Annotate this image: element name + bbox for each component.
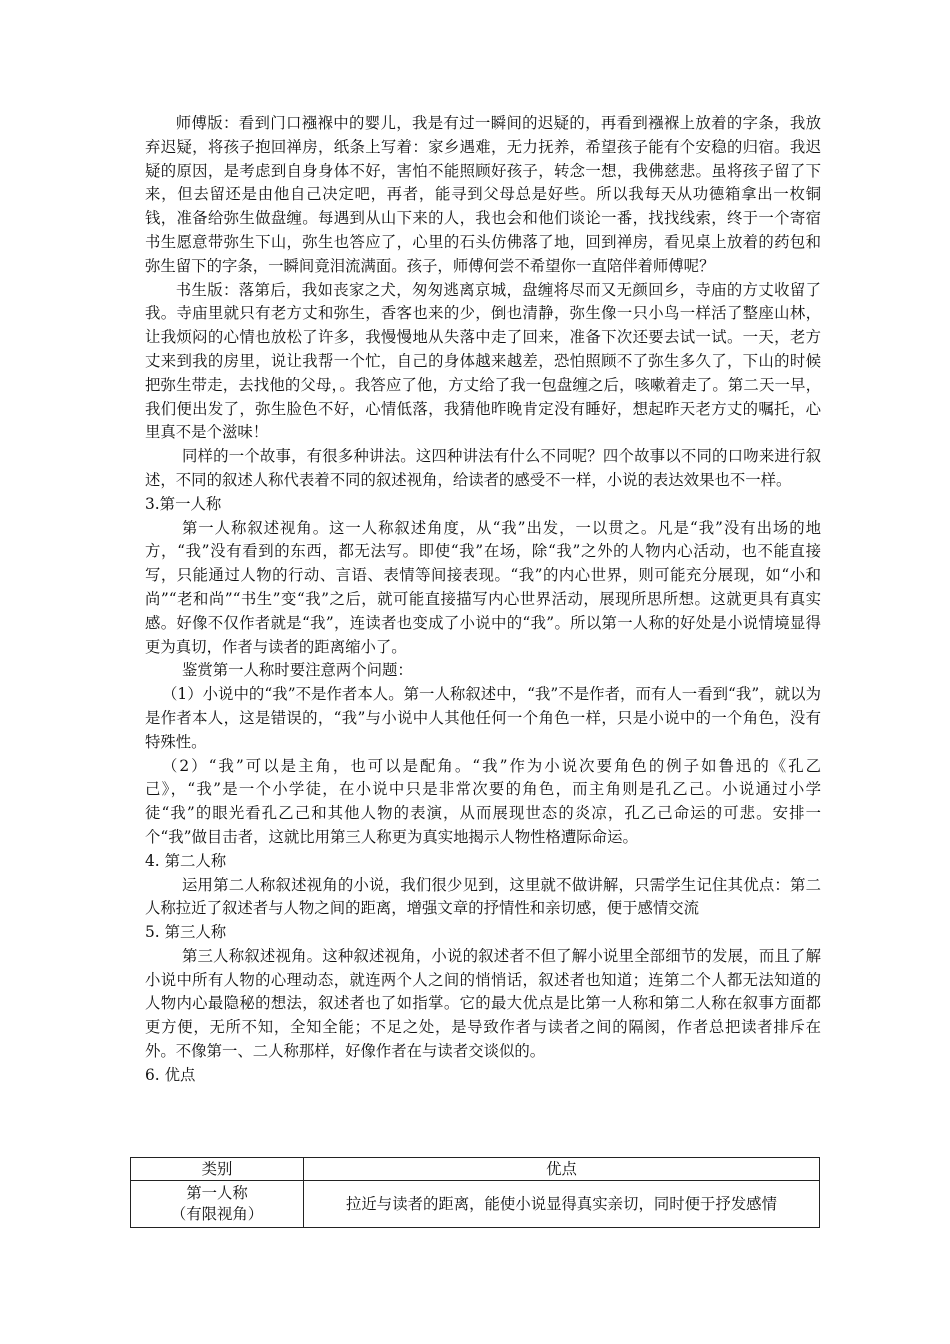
paragraph-notes-intro: 鉴赏第一人称时要注意两个问题： bbox=[181, 661, 413, 680]
category-note: （有限视角） bbox=[170, 1205, 264, 1223]
paragraph-third-person: 第三人称叙述视角。这种叙述视角，小说的叙述者不但了解小说里全部细节的发展，而且了解小说中所有人物的心理动态，就连两个人之间的悄悄话，叙述者也知道；连第二个人都无法知道的人物内心最隐秘的想法，叙述者也了如指掌。它的最大优点是比第一人称和第二人称在叙事方面都更方便，无所不知，全知全能；不足之处，是导致作者与读者之间的隔阂，作者总把读者排斥在外。不像第一、二人称那样，好像作者在与读者交谈似的。 bbox=[145, 946, 821, 1061]
paragraph-master-version: 师傅版：看到门口襁褓中的婴儿，我是有过一瞬间的迟疑的，再看到襁褓上放着的字条，我放弃迟疑，将孩子抱回禅房，纸条上写着：家乡遇难，无力抚养，希望孩子能有个安稳的归宿。我迟疑的原因，是考虑到自身身体不好，害怕不能照顾好孩子，转念一想，我佛慈悲。虽将孩子留了下来，但去留还是由他自己决定吧，再者，能寻到父母总是好些。所以我每天从功德箱拿出一枚铜钱，准备给弥生做盘缠。每遇到从山下来的人，我也会和他们谈论一番，找找线索，终于一个寄宿书生愿意带弥生下山，弥生也答应了，心里的石头仿佛落了地，回到禅房，看见桌上放着的药包和弥生留下的字条，一瞬间竟泪流满面。孩子，师傅何尝不希望你一直陪伴着师傅呢？ bbox=[145, 114, 821, 275]
advantages-table bbox=[130, 1157, 820, 1228]
paragraph-first-person: 第一人称叙述视角。这一人称叙述角度，从“我”出发，一以贯之。凡是“我”没有出场的地方，“我”没有看到的东西，都无法写。即使“我”在场，除“我”之外的人物内心活动，也不能直接写，只能通过人物的行动、言语、表情等间接表现。“我”的内心世界，则可能充分展现，如“小和尚”“老和尚”“书生”变“我”之后，就可能直接描写内心世界活动，展现所思所想。这就更具有真实感。好像不仅作者就是“我”，连读者也变成了小说中的“我”。所以第一人称的好处是小说情境显得更为真切，作者与读者的距离缩小了。 bbox=[145, 518, 821, 656]
section-heading-second-person: 4. 第二人称 bbox=[145, 851, 227, 870]
section-heading-third-person: 5. 第三人称 bbox=[145, 923, 227, 942]
table-header-category: 类别 bbox=[131, 1158, 304, 1181]
category-name: 第一人称 bbox=[186, 1184, 248, 1202]
paragraph-second-person: 运用第二人称叙述视角的小说，我们很少见到，这里就不做讲解，只需学生记住其优点：第二人称拉近了叙述者与人物之间的距离，增强文章的抒情性和亲切感，便于感情交流 bbox=[145, 875, 821, 918]
paragraph-summary: 同样的一个故事，有很多种讲法。这四种讲法有什么不同呢？四个故事以不同的口吻来进行叙述，不同的叙述人称代表着不同的叙述视角，给读者的感受不一样，小说的表达效果也不一样。 bbox=[145, 447, 821, 489]
table-row bbox=[131, 1181, 820, 1228]
paragraph-note-2: （2）“我”可以是主角，也可以是配角。“我”作为小说次要角色的例子如鲁迅的《孔乙己》，“我”是一个小学徒，在小说中只是非常次要的角色，而主角则是孔乙己。小说通过小学徒“我”的眼光看孔乙己和其他人物的表演，从而展现世态的炎凉，孔乙己命运的可悲。安排一个“我”做目击者，这就比用第三人称更为真实地揭示人物性格遭际命运。 bbox=[145, 756, 821, 846]
table-header-advantage: 优点 bbox=[304, 1158, 820, 1181]
document-body bbox=[145, 112, 821, 1088]
paragraph-scholar-version: 书生版：落第后，我如丧家之犬，匆匆逃离京城，盘缠将尽而又无颜回乡，寺庙的方丈收留了我。寺庙里就只有老方丈和弥生，香客也来的少，倒也清静，弥生像一只小鸟一样活了整座山林，让我烦闷的心情也放松了许多，我慢慢地从失落中走了回来，准备下次还要去试一试。一天，老方丈来到我的房里，说让我帮一个忙，自己的身体越来越差，恐怕照顾不了弥生多久了，下山的时候把弥生带走，去找他的父母，。我答应了他，方丈给了我一包盘缠之后，咳嗽着走了。第二天一早，我们便出发了，弥生脸色不好，心情低落，我猜他昨晚肯定没有睡好，想起昨天老方丈的嘱托，心里真不是个滋味！ bbox=[145, 280, 821, 442]
section-heading-advantages: 6. 优点 bbox=[145, 1065, 196, 1084]
table-cell-category bbox=[131, 1181, 304, 1228]
paragraph-note-1: （1）小说中的“我”不是作者本人。第一人称叙述中，“我”不是作者，而有人一看到“我”，就以为是作者本人，这是错误的，“我”与小说中人其他任何一个角色一样，只是小说中的一个角色，没有特殊性。 bbox=[145, 685, 821, 751]
table-cell-advantage: 拉近与读者的距离，能使小说显得真实亲切，同时便于抒发感情 bbox=[304, 1181, 820, 1228]
table-header-row bbox=[131, 1158, 820, 1181]
section-heading-first-person: 3.第一人称 bbox=[145, 494, 222, 513]
